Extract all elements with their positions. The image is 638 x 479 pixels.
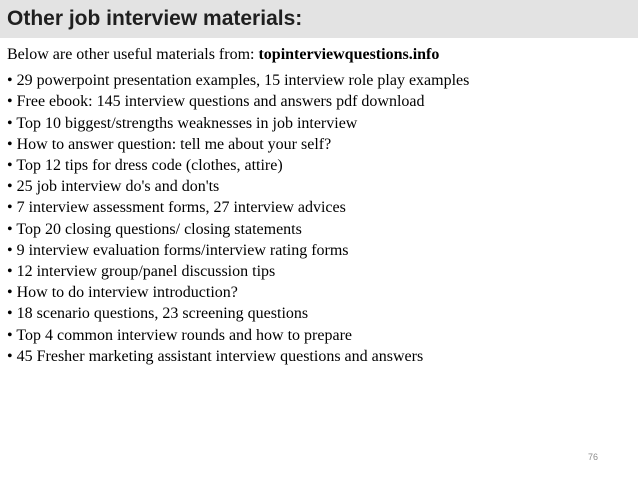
list-item xyxy=(7,113,631,134)
slide-content xyxy=(7,44,631,367)
bullet: • xyxy=(7,114,17,132)
intro-text: Below are other useful materials from: xyxy=(7,46,259,63)
list-item xyxy=(7,70,631,91)
list-item-text: Free ebook: 145 interview questions and answers pdf download xyxy=(16,93,425,111)
bullet: • xyxy=(7,347,17,365)
list-item xyxy=(7,303,631,324)
bullet: • xyxy=(7,178,17,196)
list-item-text: 7 interview assessment forms, 27 interview advices xyxy=(16,199,346,217)
list-item xyxy=(7,91,631,112)
list-item-text: 45 Fresher marketing assistant interview questions and answers xyxy=(16,347,424,365)
list-item xyxy=(7,240,631,261)
bullet: • xyxy=(7,305,17,323)
list-item xyxy=(7,176,631,197)
bullet: • xyxy=(7,241,17,259)
materials-list xyxy=(7,70,631,367)
list-item xyxy=(7,219,631,240)
list-item xyxy=(7,155,631,176)
list-item xyxy=(7,261,631,282)
list-item xyxy=(7,197,631,218)
bullet: • xyxy=(7,135,17,153)
list-item xyxy=(7,282,631,303)
list-item xyxy=(7,346,631,367)
list-item-text: Top 12 tips for dress code (clothes, attire) xyxy=(16,157,283,175)
bullet: • xyxy=(7,326,17,344)
list-item-text: How to do interview introduction? xyxy=(16,284,238,302)
bullet: • xyxy=(7,72,17,90)
list-item-text: Top 10 biggest/strengths weaknesses in job interview xyxy=(16,114,358,132)
bullet: • xyxy=(7,263,17,281)
bullet: • xyxy=(7,284,17,302)
bullet: • xyxy=(7,220,17,238)
title-bar xyxy=(0,0,638,38)
bullet: • xyxy=(7,157,17,175)
list-item-text: 12 interview group/panel discussion tips xyxy=(16,263,276,281)
intro-site-link: topinterviewquestions.info xyxy=(258,46,440,63)
list-item-text: 18 scenario questions, 23 screening questions xyxy=(16,305,309,323)
list-item xyxy=(7,134,631,155)
bullet: • xyxy=(7,199,17,217)
list-item-text: Top 20 closing questions/ closing statements xyxy=(16,220,302,238)
list-item-text: Top 4 common interview rounds and how to prepare xyxy=(16,326,352,344)
intro-line xyxy=(7,44,631,65)
list-item xyxy=(7,325,631,346)
list-item-text: 25 job interview do's and don'ts xyxy=(16,178,220,196)
slide-title: Other job interview materials: xyxy=(7,7,303,30)
list-item-text: 29 powerpoint presentation examples, 15 interview role play examples xyxy=(16,72,470,90)
bullet: • xyxy=(7,93,17,111)
list-item-text: How to answer question: tell me about your self? xyxy=(16,135,332,153)
list-item-text: 9 interview evaluation forms/interview rating forms xyxy=(16,241,349,259)
page-number: 76 xyxy=(587,452,598,462)
